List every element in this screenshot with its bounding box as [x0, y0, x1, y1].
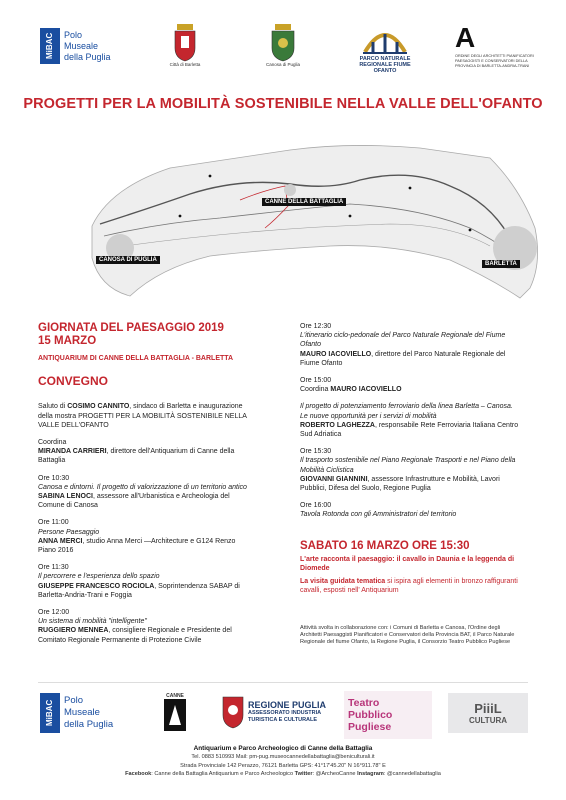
footer-social: Facebook: Canne della Battaglia Antiquarium e Parco Archeologico Twitter: @ArcheoCanne Instagram: @cannedellabattaglia	[125, 771, 441, 778]
footer-contacts: Tel. 0883 510993 Mail: pm-pug.museocannedellabattaglia@beniculturali.it	[191, 754, 375, 761]
regione-title: REGIONE PUGLIA	[248, 700, 327, 710]
ordine-caption: ORDINE DEGLI ARCHITETTI PIANIFICATORI PAESAGGISTI E CONSERVATORI DELLA PROVINCIA DI BARLETTA-ANDRIA-TRANI	[455, 54, 534, 68]
map-label-canne: CANNE DELLA BATTAGLIA	[262, 198, 346, 206]
polo-museale-logo-bottom: MiBAC Polo Museale della Puglia	[40, 693, 113, 733]
entry-1530: Ore 15:30 Il trasporto sostenibile nel Piano Regionale Trasporti e nel Piano della Mobilità Ciclistica GIOVANNI GIANNINI, assessore Infrastrutture e Mobilità, Lavori Pubblici, Difesa del Suolo, Regione Puglia	[300, 447, 520, 493]
ofanto-valley-map-image	[90, 128, 550, 303]
parco-caption: PARCO NATURALE REGIONALE FIUME OFANTO	[359, 56, 411, 74]
speaker-iacoviello: MAURO IACOVIELLO	[300, 350, 372, 358]
regione-shield-icon	[222, 695, 244, 729]
entry-1030: Ore 10:30 Canosa e dintorni. Il progetto di valorizzazione di un territorio antico SABINA LENOCI, assessore all'Urbanistica e Archeologia del Comune di Canosa	[38, 474, 253, 511]
time-1230: Ore 12:30	[300, 323, 332, 330]
teatro-pubblico-logo: Teatro Pubblico Pugliese	[344, 691, 432, 739]
barletta-shield-icon	[172, 24, 198, 62]
canosa-caption: Canosa di Puglia	[265, 62, 301, 67]
footer-address: Strada Provinciale 142 Perazzo, 76121 Barletta GPS: 41°17'45.20" N 16°911.78" E	[180, 762, 386, 769]
polo-line-2: Museale	[64, 40, 99, 51]
entry-1130: Ore 11:30 Il percorrere e l'esperienza dello spazio GIUSEPPE FRANCESCO ROCIOLA, Soprintendenza SABAP di Barletta-Andria-Trani e Foggia	[38, 563, 253, 600]
entry-1100: Ore 11:00 Persone Paesaggio ANNA MERCI, studio Anna Merci —Architecture e G124 Renzo Piano 2016	[38, 518, 253, 555]
entry-1500: Ore 15:00 Coordina MAURO IACOVIELLO	[300, 376, 520, 394]
speaker-cannito: COSIMO CANNITO	[67, 403, 130, 411]
footer	[0, 745, 566, 779]
barletta-caption: Città di Barletta	[169, 62, 201, 67]
regione-puglia-logo	[222, 695, 334, 729]
entry-1200: Ore 12:00 Un sistema di mobilità "intelligente" RUGGIERO MENNEA, consigliere Regionale e Presidente del Comitato Regionale Permanente di Protezione Civile	[38, 608, 253, 645]
speaker-iacoviello-coord: MAURO IACOVIELLO	[330, 386, 402, 394]
ordine-mark: A	[455, 22, 476, 53]
map-label-barletta: BARLETTA	[482, 260, 520, 268]
time-1600: Ore 16:00	[300, 502, 332, 510]
canne-warrior-icon	[164, 699, 186, 731]
program-right-column	[300, 322, 520, 646]
ordine-architetti-logo	[455, 24, 535, 69]
coord-entry: Coordina MIRANDA CARRIERI, direttore dell'Antiquarium di Canne della Battaglia	[38, 439, 235, 465]
polo-line-3: della Puglia	[64, 51, 111, 62]
time-1200: Ore 12:00	[38, 609, 70, 617]
program-left-column	[38, 322, 253, 645]
page-title: PROGETTI PER LA MOBILITÀ SOSTENIBILE NELLA VALLE DELL'OFANTO	[23, 96, 543, 112]
venue: ANTIQUARIUM DI CANNE DELLA BATTAGLIA - BARLETTA	[38, 355, 234, 362]
time-1500: Ore 15:00	[300, 377, 332, 385]
canosa-shield-icon	[268, 24, 298, 62]
piil-cultura-logo: PiiiL CULTURA	[448, 693, 528, 733]
bottom-logos	[0, 685, 566, 745]
sabato-block: SABATO 16 MARZO ORE 15:30 L'arte racconta il paesaggio: il cavallo in Daunia e la leggenda di Diomede La visita guidata tematica si ispira agli elementi in bronzo raffiguranti cavalli, esposti nell' Antiquarium	[300, 540, 520, 596]
barletta-crest	[165, 24, 205, 67]
mibac-mark: MiBAC	[40, 28, 60, 64]
map-label-canosa: CANOSA DI PUGLIA	[96, 256, 160, 264]
convegno-heading: CONVEGNO	[38, 374, 109, 389]
sabato-title: L'arte racconta il paesaggio: il cavallo in Daunia e la leggenda di Diomede	[300, 555, 515, 572]
speaker-mennea: RUGGIERO MENNEA	[38, 627, 109, 635]
parco-bridge-icon	[363, 22, 407, 56]
time-1100: Ore 11:00	[38, 519, 69, 527]
canosa-crest	[258, 24, 308, 67]
polo-line-1: Polo	[64, 29, 83, 40]
divider	[38, 682, 528, 683]
time-1030: Ore 10:30	[38, 474, 70, 482]
sabato-heading: SABATO 16 MARZO ORE 15:30	[300, 539, 470, 552]
mibac-mark-bottom: MiBAC	[40, 693, 60, 733]
speaker-lenoci: SABINA LENOCI	[38, 493, 93, 501]
top-logos	[0, 22, 566, 84]
entry-1600: Ore 16:00 Tavola Rotonda con gli Amministratori del territorio	[300, 501, 520, 519]
polo-museale-logo	[40, 28, 111, 64]
saluto-entry: Saluto di COSIMO CANNITO, sindaco di Barletta e inaugurazione della mostra PROGETTI PER LA MOBILITÀ SOSTENIBILE NELLA VALLE DELL'OFANTO	[38, 403, 247, 429]
time-1530: Ore 15:30	[300, 448, 332, 456]
entry-ferrovia: Il progetto di potenziamento ferroviario della linea Barletta – Canosa. Le nuove opportunità per i servizi di mobilità ROBERTO LAGHEZZA, responsabile Rete Ferroviaria Italiana Centro Sud Adriatica	[300, 403, 519, 439]
giornata-heading: GIORNATA DEL PAESAGGIO 2019	[38, 322, 224, 334]
footer-title: Antiquarium e Parco Archeologico di Canne della Battaglia	[193, 745, 373, 752]
speaker-giannini: GIOVANNI GIANNINI	[300, 475, 368, 483]
entry-1230: Ore 12:30 L'itinerario ciclo-pedonale del Parco Naturale Regionale del Fiume Ofanto MAURO IACOVIELLO, direttore del Parco Naturale Regionale del Fiume Ofanto	[300, 322, 520, 368]
regione-sub: ASSESSORATO INDUSTRIA TURISTICA E CULTURALE	[248, 710, 321, 723]
speaker-merci: ANNA MERCI	[38, 537, 83, 545]
giornata-date: 15 MARZO	[38, 335, 97, 347]
time-1130: Ore 11:30	[38, 564, 69, 572]
collaboration-note: Attività svolta in collaborazione con: i Comuni di Barletta e Canosa, l'Ordine degli Architetti Paesaggisti Pianificatori e Conservatori della Provincia BAT, il Parco Naturale Regionale del fiume Ofanto, la Regione Puglia, il Consorzio Teatro Pubblico Pugliese	[300, 625, 515, 646]
parco-ofanto-logo	[355, 22, 415, 74]
speaker-rociola: GIUSEPPE FRANCESCO ROCIOLA	[38, 582, 155, 590]
speaker-laghezza: ROBERTO LAGHEZZA	[300, 421, 375, 429]
canne-logo: CANNE	[160, 693, 190, 731]
speaker-carrieri: MIRANDA CARRIERI	[38, 448, 107, 456]
sabato-visita: La visita guidata tematica	[300, 578, 386, 586]
valley-map	[90, 128, 550, 303]
